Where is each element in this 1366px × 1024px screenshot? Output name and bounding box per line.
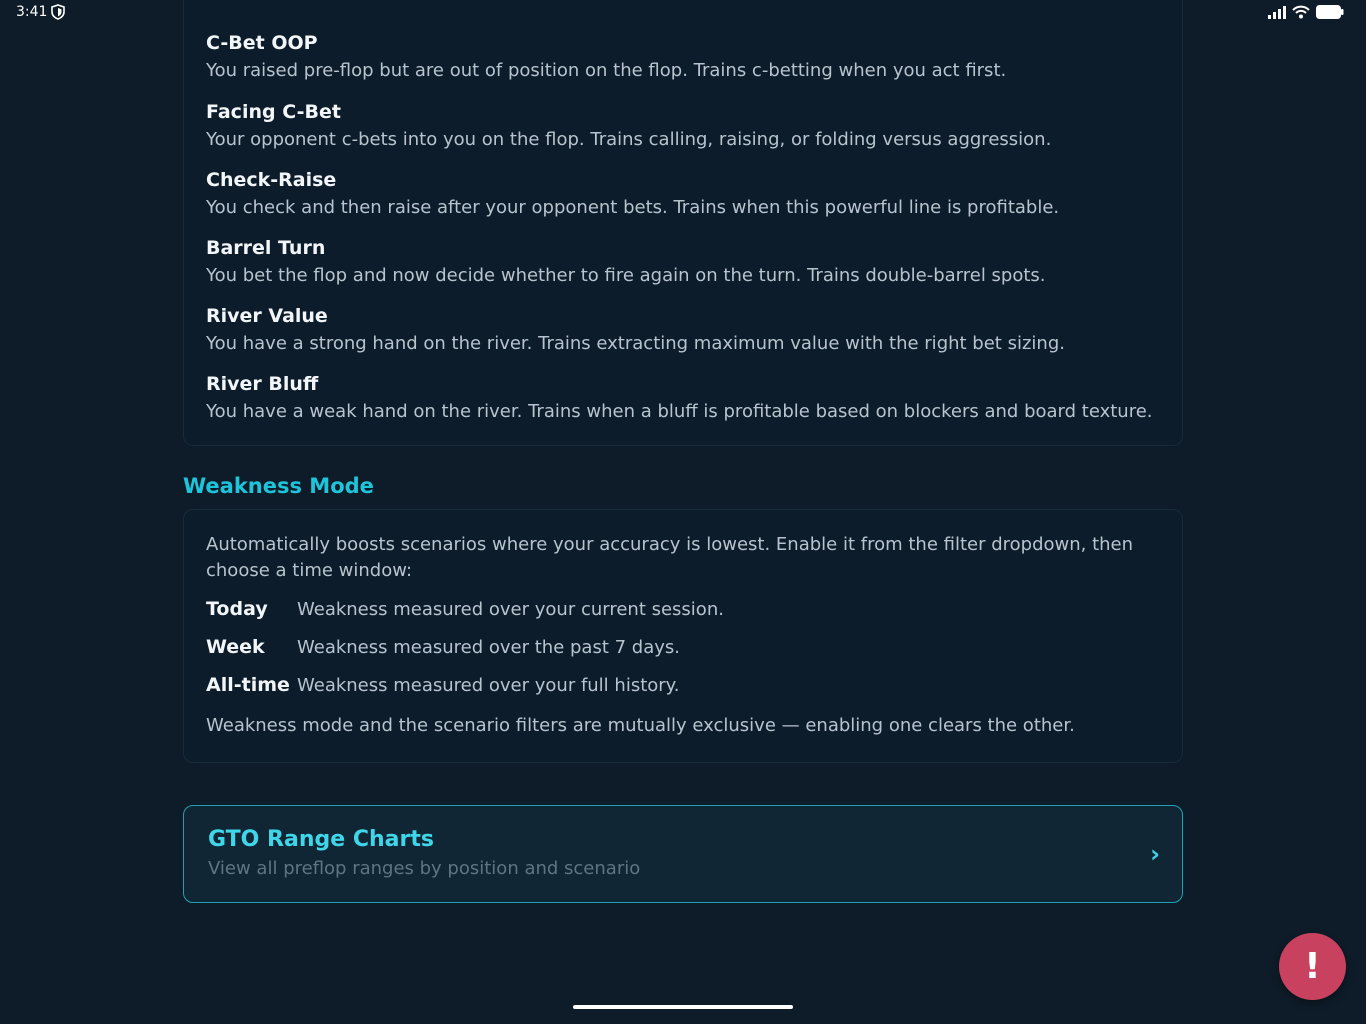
scenario-title: C-Bet OOP <box>206 32 318 54</box>
chevron-right-icon: › <box>1150 840 1160 868</box>
scenario-title: River Value <box>206 305 328 327</box>
window-label: Today <box>206 598 268 620</box>
scenario-title: Barrel Turn <box>206 237 326 259</box>
scenario-desc: You have a strong hand on the river. Trains extracting maximum value with the right bet sizing. <box>206 333 1065 354</box>
scenario-item-cbet-oop <box>206 31 1006 83</box>
scenario-item-river-bluff <box>206 372 1153 424</box>
scenario-item-river-value <box>206 304 1065 356</box>
scenario-desc: You check and then raise after your opponent bets. Trains when this powerful line is profitable. <box>206 197 1060 218</box>
gto-title: GTO Range Charts <box>208 827 434 852</box>
scenario-desc: You have a weak hand on the river. Trains when a bluff is profitable based on blockers and board texture. <box>206 401 1153 422</box>
report-issue-button[interactable] <box>1279 933 1346 1000</box>
scenario-item-facing-cbet <box>206 100 1051 152</box>
status-time: 3:41 <box>16 4 48 20</box>
status-icons <box>1268 4 1344 23</box>
status-bar <box>0 0 1366 24</box>
window-row-today <box>206 598 724 620</box>
scenario-title: Check-Raise <box>206 169 337 191</box>
shield-icon <box>50 4 66 20</box>
scenario-desc: You bet the flop and now decide whether to fire again on the turn. Trains double-barrel spots. <box>206 265 1046 286</box>
scenario-desc: You raised pre-flop but are out of position on the flop. Trains c-betting when you act first. <box>206 60 1007 81</box>
scenario-item-check-raise <box>206 168 1059 220</box>
scenario-title: Facing C-Bet <box>206 101 341 123</box>
battery-icon <box>1316 4 1344 23</box>
home-indicator[interactable] <box>573 1005 793 1009</box>
weakness-note: Weakness mode and the scenario filters are mutually exclusive — enabling one clears the other. <box>206 715 1075 736</box>
gto-subtitle: View all preflop ranges by position and scenario <box>208 858 641 879</box>
window-desc: Weakness measured over the past 7 days. <box>297 637 681 658</box>
weakness-intro: Automatically boosts scenarios where your accuracy is lowest. Enable it from the filter dropdown, then choose a time window: <box>206 534 1134 581</box>
scenario-title: River Bluff <box>206 373 319 395</box>
window-label: All-time <box>206 674 290 696</box>
scenario-list-card <box>183 0 1183 446</box>
gto-range-charts-button[interactable] <box>183 805 1183 903</box>
wifi-icon <box>1292 4 1310 23</box>
window-label: Week <box>206 636 265 658</box>
scenario-desc: Your opponent c-bets into you on the flop. Trains calling, raising, or folding versus aggression. <box>206 129 1052 150</box>
weakness-mode-card <box>183 509 1183 763</box>
scenario-item-barrel-turn <box>206 236 1046 288</box>
window-desc: Weakness measured over your full history. <box>297 675 680 696</box>
window-row-week <box>206 636 680 658</box>
exclamation-icon: ! <box>1304 946 1321 987</box>
cellular-signal-icon <box>1268 4 1286 23</box>
window-row-all-time <box>206 674 679 696</box>
window-desc: Weakness measured over your current session. <box>297 599 724 620</box>
weakness-mode-heading: Weakness Mode <box>183 474 374 498</box>
